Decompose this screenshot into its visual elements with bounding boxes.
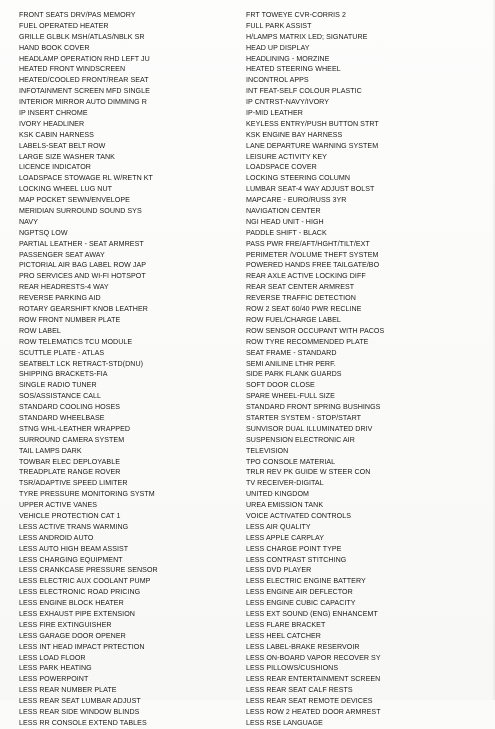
option-item: IVORY HEADLINER bbox=[19, 119, 85, 128]
option-item: LESS GARAGE DOOR OPENER bbox=[19, 631, 126, 640]
option-item: LESS REAR ENTERTAINMENT SCREEN bbox=[246, 675, 381, 684]
option-item: IP CNTRST-NAVY/IVORY bbox=[246, 98, 329, 107]
option-item: ROW 2 SEAT 60/40 PWR RECLINE bbox=[246, 305, 362, 314]
option-item: PASS PWR FRE/AFT/HGHT/TILT/EXT bbox=[246, 239, 370, 248]
option-item: LANE DEPARTURE WARNING SYSTEM bbox=[246, 141, 379, 150]
option-item: LESS ELECTRIC ENGINE BATTERY bbox=[246, 577, 366, 586]
option-item: LESS RSE LANGUAGE bbox=[246, 718, 323, 727]
option-item: SCUTTLE PLATE - ATLAS bbox=[19, 348, 105, 357]
option-item: ROW LABEL bbox=[19, 326, 61, 335]
option-item: H/LAMPS MATRIX LED; SIGNATURE bbox=[246, 32, 368, 41]
option-item: LESS FIRE EXTINGUISHER bbox=[19, 620, 112, 629]
option-item: STANDARD COOLING HOSES bbox=[19, 403, 121, 412]
option-item: STANDARD FRONT SPRING BUSHINGS bbox=[246, 403, 381, 412]
option-item: LOADSPACE COVER bbox=[246, 163, 317, 172]
option-item: ROW SENSOR OCCUPANT WITH PACOS bbox=[246, 326, 385, 335]
option-item: LESS LABEL-BRAKE RESERVOIR bbox=[246, 642, 360, 651]
option-item: VEHICLE PROTECTION CAT 1 bbox=[19, 511, 121, 520]
option-item: ROW TELEMATICS TCU MODULE bbox=[19, 337, 133, 346]
option-item: TELEVISION bbox=[246, 446, 289, 455]
option-item: MAPCARE - EURO/RUSS 3YR bbox=[246, 196, 347, 205]
option-item: LOADSPACE STOWAGE RL W/RETN KT bbox=[19, 174, 153, 183]
option-item: LESS REAR SEAT CALF RESTS bbox=[246, 686, 353, 695]
option-item: REVERSE TRAFFIC DETECTION bbox=[246, 294, 356, 303]
option-item: PADDLE SHIFT - BLACK bbox=[246, 228, 327, 237]
option-item: STNG WHL-LEATHER WRAPPED bbox=[19, 424, 131, 433]
option-item: SINGLE RADIO TUNER bbox=[19, 381, 97, 390]
options-list-left bbox=[19, 10, 243, 729]
option-item: POWERED HANDS FREE TAILGATE/BO bbox=[246, 261, 380, 270]
option-item: LESS EXT SOUND (ENG) ENHANCEMT bbox=[246, 609, 378, 618]
option-item: VOICE ACTIVATED CONTROLS bbox=[246, 511, 351, 520]
option-item: LESS CHARGING EQUIPMENT bbox=[19, 555, 123, 564]
option-item: LEISURE ACTIVITY KEY bbox=[246, 152, 327, 161]
option-item: SEATBELT LCK RETRACT-STD(DNU) bbox=[19, 359, 144, 368]
option-item: TV RECEIVER-DIGITAL bbox=[246, 479, 324, 488]
option-item: NGI HEAD UNIT - HIGH bbox=[246, 217, 324, 226]
option-item: UNITED KINGDOM bbox=[246, 490, 309, 499]
option-item: LESS AIR QUALITY bbox=[246, 522, 311, 531]
option-item: LESS CRANKCASE PRESSURE SENSOR bbox=[19, 566, 158, 575]
option-item: LESS ACTIVE TRANS WARMING bbox=[19, 522, 129, 531]
option-item: LICENCE INDICATOR bbox=[19, 163, 91, 172]
option-item: REAR HEADRESTS-4 WAY bbox=[19, 283, 109, 292]
option-item: KSK ENGINE BAY HARNESS bbox=[246, 130, 343, 139]
option-item: REAR SEAT CENTER ARMREST bbox=[246, 283, 355, 292]
option-item: LABELS-SEAT BELT ROW bbox=[19, 141, 106, 150]
option-item: LESS REAR SIDE WINDOW BLINDS bbox=[19, 708, 140, 716]
option-item: HEATED STEERING WHEEL bbox=[246, 65, 341, 74]
option-item: INTERIOR MIRROR AUTO DIMMING R bbox=[19, 98, 147, 107]
option-item: LESS AUTO HIGH BEAM ASSIST bbox=[19, 544, 129, 553]
option-item: NGPTSQ LOW bbox=[19, 228, 68, 237]
option-item: STARTER SYSTEM - STOP/START bbox=[246, 413, 361, 422]
option-item: INT FEAT-SELF COLOUR PLASTIC bbox=[246, 87, 362, 96]
option-item: TREADPLATE RANGE ROVER bbox=[19, 468, 121, 477]
option-item: TRLR REV PK GUIDE W STEER CON bbox=[246, 468, 371, 477]
option-item: LESS PILLOWS/CUSHIONS bbox=[246, 664, 339, 673]
option-item: UPPER ACTIVE VANES bbox=[19, 501, 98, 510]
option-item: LESS CONTRAST STITCHING bbox=[246, 555, 347, 564]
option-item: LESS ELECTRIC AUX COOLANT PUMP bbox=[19, 577, 151, 586]
option-item: PICTORIAL AIR BAG LABEL ROW JAP bbox=[19, 261, 147, 270]
option-item: FUEL OPERATED HEATER bbox=[19, 21, 109, 30]
option-item: SEAT FRAME - STANDARD bbox=[246, 348, 337, 357]
option-item: LESS INT HEAD IMPACT PRTECTION bbox=[19, 642, 145, 651]
option-item: TSR/ADAPTIVE SPEED LIMITER bbox=[19, 479, 128, 488]
option-item: STANDARD WHEELBASE bbox=[19, 413, 105, 422]
option-item: PERIMETER /VOLUME THEFT SYSTEM bbox=[246, 250, 379, 259]
option-item: ROW FUEL/CHARGE LABEL bbox=[246, 315, 341, 324]
option-item: NAVIGATION CENTER bbox=[246, 207, 321, 216]
option-item: SUSPENSION ELECTRONIC AIR bbox=[246, 435, 355, 444]
option-item: HAND BOOK COVER bbox=[19, 43, 90, 52]
option-item: KEYLESS ENTRY/PUSH BUTTON STRT bbox=[246, 119, 379, 128]
option-item: HEATED/COOLED FRONT/REAR SEAT bbox=[19, 76, 149, 85]
option-item: SURROUND CAMERA SYSTEM bbox=[19, 435, 125, 444]
option-item: LUMBAR SEAT-4 WAY ADJUST BOLST bbox=[246, 185, 375, 194]
option-item: MERIDIAN SURROUND SOUND SYS bbox=[19, 207, 142, 216]
option-item: TAIL LAMPS DARK bbox=[19, 446, 82, 455]
option-item: HEADLINING - MORZINE bbox=[246, 54, 330, 63]
option-item: INCONTROL APPS bbox=[246, 76, 309, 85]
option-item: FRT TOWEYE CVR-CORRIS 2 bbox=[246, 11, 346, 19]
option-item: TOWBAR ELEC DEPLOYABLE bbox=[19, 457, 120, 466]
option-item: LOCKING STEERING COLUMN bbox=[246, 174, 351, 183]
option-item: LESS ROW 2 HEATED DOOR ARMREST bbox=[246, 708, 381, 716]
option-item: INFOTAINMENT SCREEN MFD SINGLE bbox=[19, 87, 150, 96]
option-item: NAVY bbox=[19, 217, 38, 226]
option-item: HEADLAMP OPERATION RHD LEFT JU bbox=[19, 54, 150, 63]
option-item: LESS REAR SEAT REMOTE DEVICES bbox=[246, 697, 373, 706]
option-item: LESS PARK HEATING bbox=[19, 664, 92, 673]
option-item: TYRE PRESSURE MONITORING SYSTM bbox=[19, 490, 155, 499]
option-item: KSK CABIN HARNESS bbox=[19, 130, 94, 139]
option-item: SUNVISOR DUAL ILLUMINATED DRIV bbox=[246, 424, 373, 433]
option-item: LESS ON-BOARD VAPOR RECOVER SY bbox=[246, 653, 381, 662]
option-item: LESS REAR NUMBER PLATE bbox=[19, 686, 117, 695]
option-item: SEMI ANILINE LTHR PERF. bbox=[246, 359, 336, 368]
option-item: SIDE PARK FLANK GUARDS bbox=[246, 370, 342, 379]
option-item: LESS ENGINE AIR DEFLECTOR bbox=[246, 588, 353, 597]
option-item: LESS APPLE CARPLAY bbox=[246, 533, 325, 542]
option-item: REVERSE PARKING AID bbox=[19, 294, 101, 303]
option-item: ROW FRONT NUMBER PLATE bbox=[19, 315, 121, 324]
option-item: IP-MID LEATHER bbox=[246, 109, 303, 118]
option-item: LESS CHARGE POINT TYPE bbox=[246, 544, 342, 553]
option-item: LESS RR CONSOLE EXTEND TABLES bbox=[19, 718, 147, 727]
option-item: ROW TYRE RECOMMENDED PLATE bbox=[246, 337, 369, 346]
option-item: PRO SERVICES AND WI-FI HOTSPOT bbox=[19, 272, 146, 281]
option-item: MAP POCKET SEWN/ENVELOPE bbox=[19, 196, 130, 205]
option-item: LESS FLARE BRACKET bbox=[246, 620, 326, 629]
option-item: PASSENGER SEAT AWAY bbox=[19, 250, 105, 259]
options-list-right bbox=[246, 10, 486, 729]
option-item: SPARE WHEEL-FULL SIZE bbox=[246, 392, 335, 401]
option-item: REAR AXLE ACTIVE LOCKING DIFF bbox=[246, 272, 366, 281]
option-item: SOFT DOOR CLOSE bbox=[246, 381, 315, 390]
option-item: LESS ENGINE CUBIC CAPACITY bbox=[246, 599, 356, 608]
option-item: LESS REAR SEAT LUMBAR ADJUST bbox=[19, 697, 141, 706]
option-item: HEAD UP DISPLAY bbox=[246, 43, 310, 52]
option-item: LESS DVD PLAYER bbox=[246, 566, 312, 575]
option-item: LESS EXHAUST PIPE EXTENSION bbox=[19, 609, 135, 618]
option-item: LESS POWERPOINT bbox=[19, 675, 89, 684]
option-item: TPO CONSOLE MATERIAL bbox=[246, 457, 336, 466]
option-item: PARTIAL LEATHER - SEAT ARMREST bbox=[19, 239, 144, 248]
option-item: LOCKING WHEEL LUG NUT bbox=[19, 185, 113, 194]
option-item: SOS/ASSISTANCE CALL bbox=[19, 392, 102, 401]
option-item: LARGE SIZE WASHER TANK bbox=[19, 152, 115, 161]
option-item: LESS ENGINE BLOCK HEATER bbox=[19, 599, 124, 608]
option-item: ROTARY GEARSHIFT KNOB LEATHER bbox=[19, 305, 148, 314]
option-item: LESS ELECTRONIC ROAD PRICING bbox=[19, 588, 141, 597]
option-item: IP INSERT CHROME bbox=[19, 109, 88, 118]
option-item: LESS ANDROID AUTO bbox=[19, 533, 94, 542]
option-item: FRONT SEATS DRV/PAS MEMORY bbox=[19, 11, 136, 19]
option-item: HEATED FRONT WINDSCREEN bbox=[19, 65, 126, 74]
option-item: SHIPPING BRACKETS-FIA bbox=[19, 370, 108, 379]
option-item: LESS HEEL CATCHER bbox=[246, 631, 321, 640]
option-item: GRILLE GLBLK MSH/ATLAS/NBLK SR bbox=[19, 32, 145, 41]
option-item: LESS LOAD FLOOR bbox=[19, 653, 86, 662]
option-item: FULL PARK ASSIST bbox=[246, 21, 312, 30]
option-item: UREA EMISSION TANK bbox=[246, 501, 324, 510]
